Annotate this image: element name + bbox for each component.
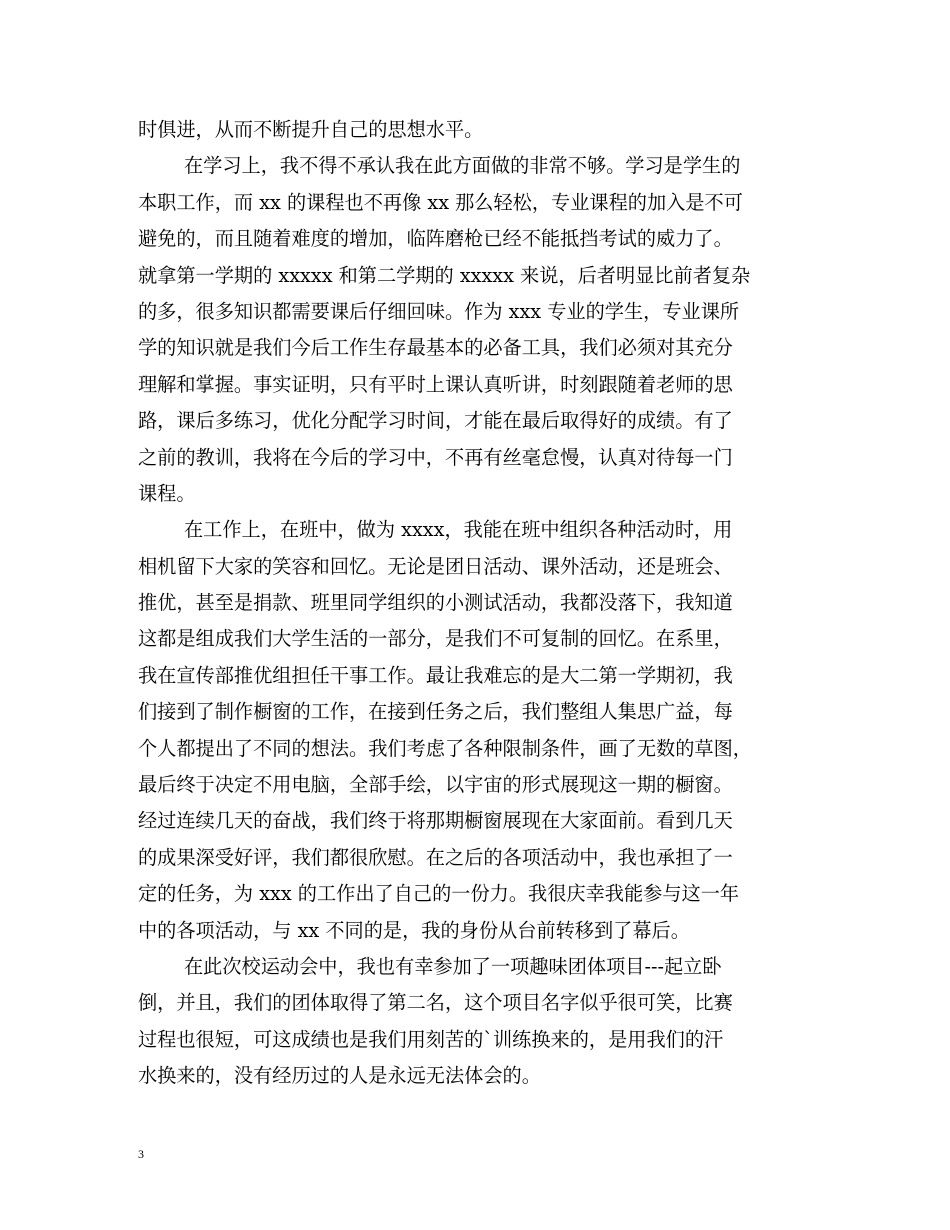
paragraph-sports: [138, 949, 828, 1095]
text-line: 最后终于决定不用电脑，全部手绘，以宇宙的形式展现这一期的橱窗。: [138, 773, 733, 797]
text-line: 定的任务，为 xxx 的工作出了自己的一份力。我很庆幸我能参与这一年: [138, 882, 740, 906]
text-line: 这都是组成我们大学生活的一部分，是我们不可复制的回忆。在系里，: [138, 627, 733, 651]
text-line: 就拿第一学期的 xxxxx 和第二学期的 xxxxx 来说，后者明显比前者复杂: [138, 263, 751, 287]
text-line: 中的各项活动，与 xx 不同的是，我的身份从台前转移到了幕后。: [138, 918, 690, 942]
page-number: 3: [138, 1147, 144, 1161]
paragraph-continuation: [138, 112, 828, 148]
text-line: 的多，很多知识都需要课后仔细回味。作为 xxx 专业的学生，专业课所: [138, 299, 740, 323]
document-body: [138, 112, 828, 1095]
text-line: 水换来的，没有经历过的人是永远无法体会的。: [138, 1064, 541, 1088]
text-line: 们接到了制作橱窗的工作，在接到任务之后，我们整组人集思广益，每: [138, 700, 733, 724]
text-line: 个人都提出了不同的想法。我们考虑了各种限制条件，画了无数的草图，: [138, 736, 752, 760]
text-line: 推优，甚至是捐款、班里同学组织的小测试活动，我都没落下，我知道: [138, 591, 733, 615]
text-line: 倒，并且，我们的团体取得了第二名，这个项目名字似乎很可笑，比赛: [138, 991, 733, 1015]
text-line: 路，课后多练习，优化分配学习时间，才能在最后取得好的成绩。有了: [138, 409, 733, 433]
text-line: 过程也很短，可这成绩也是我们用刻苦的`训练换来的，是用我们的汗: [138, 1027, 724, 1051]
paragraph-work: [138, 512, 828, 949]
text-line: 本职工作，而 xx 的课程也不再像 xx 那么轻松，专业课程的加入是不可: [138, 190, 743, 214]
text-line: 时俱进，从而不断提升自己的思想水平。: [138, 118, 484, 141]
text-line: 相机留下大家的笑容和回忆。无论是团日活动、课外活动，还是班会、: [138, 554, 733, 578]
paragraph-study: [138, 148, 828, 512]
text-line: 我在宣传部推优组担任干事工作。最让我难忘的是大二第一学期初，我: [138, 663, 733, 687]
text-line: 在工作上，在班中，做为 xxxx，我能在班中组织各种活动时，用: [184, 518, 733, 542]
text-line: 经过连续几天的奋战，我们终于将那期橱窗展现在大家面前。看到几天: [138, 809, 733, 833]
text-line: 在学习上，我不得不承认我在此方面做的非常不够。学习是学生的: [184, 154, 741, 178]
text-line: 课程。: [138, 481, 196, 505]
text-line: 在此次校运动会中，我也有幸参加了一项趣味团体项目---起立卧: [184, 954, 722, 978]
text-line: 理解和掌握。事实证明，只有平时上课认真听讲，时刻跟随着老师的思: [138, 372, 733, 396]
text-line: 学的知识就是我们今后工作生存最基本的必备工具，我们必须对其充分: [138, 336, 733, 360]
text-line: 的成果深受好评，我们都很欣慰。在之后的各项活动中，我也承担了一: [138, 845, 733, 869]
text-line: 之前的教训，我将在今后的学习中，不再有丝毫怠慢，认真对待每一门: [138, 445, 733, 469]
text-line: 避免的，而且随着难度的增加，临阵磨枪已经不能抵挡考试的威力了。: [138, 227, 733, 251]
